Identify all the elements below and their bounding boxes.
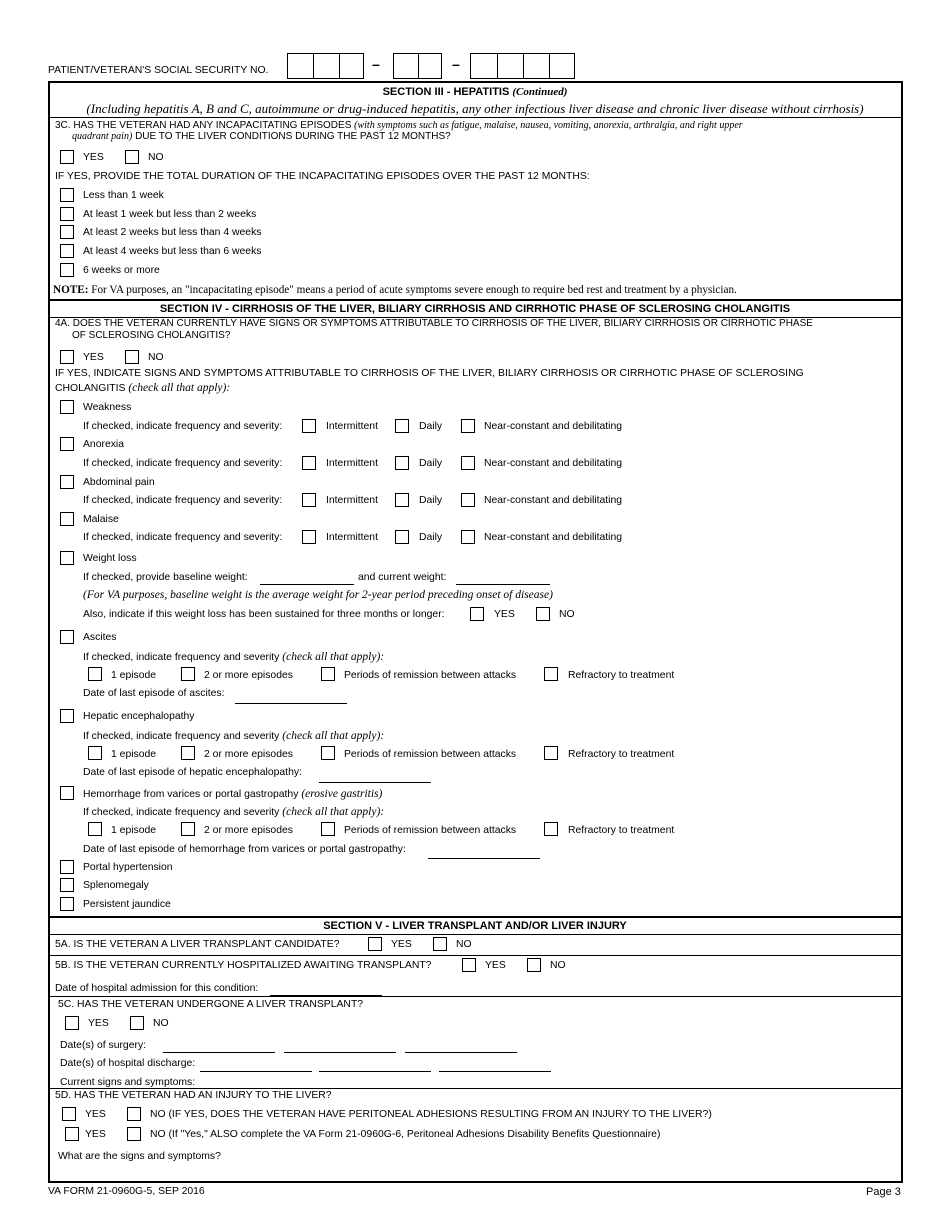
q3c-no-checkbox[interactable] (125, 150, 139, 164)
q5c-text: 5C. HAS THE VETERAN UNDERGONE A LIVER TRANSPLANT? (58, 999, 364, 1010)
other-sign-label: Portal hypertension (83, 862, 173, 873)
signs-label: What are the signs and symptoms? (58, 1151, 221, 1162)
episode-label: Periods of remission between attacks (344, 749, 517, 760)
sustained-no-label: NO (559, 609, 575, 620)
hepatic-label: Hepatic encephalopathy (83, 711, 195, 722)
splenomegaly-checkbox[interactable] (60, 878, 74, 892)
freq-constant-checkbox[interactable] (461, 419, 475, 433)
duration-label: At least 4 weeks but less than 6 weeks (83, 246, 262, 257)
page-number: Page 3 (866, 1186, 901, 1198)
current-weight-input[interactable] (456, 584, 550, 585)
anorexia-checkbox[interactable] (60, 437, 74, 451)
q5b-no-label: NO (550, 960, 566, 971)
adhesions-yes-label: YES (85, 1129, 106, 1140)
adhesions-yes-checkbox[interactable] (65, 1127, 79, 1141)
baseline-label: If checked, provide baseline weight: (83, 572, 248, 583)
baseline-note: (For VA purposes, baseline weight is the average weight for 2-year period preceding onset of disease) (83, 589, 553, 601)
freq-opt-label: Daily (419, 532, 443, 543)
episode-label: Refractory to treatment (568, 670, 675, 681)
refractory-checkbox[interactable] (544, 746, 558, 760)
q5d-no-checkbox[interactable] (127, 1107, 141, 1121)
episode-label: 1 episode (111, 825, 157, 836)
q5d-no-label: NO (IF YES, DOES THE VETERAN HAVE PERITONEAL ADHESIONS RESULTING FROM AN INJURY TO THE LIVER?) (150, 1109, 712, 1120)
ssn-dash-1: – (372, 56, 380, 72)
freq-opt-label: Intermittent (326, 458, 378, 469)
baseline-weight-input[interactable] (260, 584, 354, 585)
freq-daily-checkbox[interactable] (395, 456, 409, 470)
symptom-label: Anorexia (83, 439, 125, 450)
duration-checkbox[interactable] (60, 207, 74, 221)
episode-2-checkbox[interactable] (181, 746, 195, 760)
q3c-yes-label: YES (83, 152, 104, 163)
other-sign-label: Splenomegaly (83, 880, 149, 891)
freq-daily-checkbox[interactable] (395, 419, 409, 433)
discharge-date-input[interactable] (319, 1071, 431, 1072)
q5a-yes-checkbox[interactable] (368, 937, 382, 951)
ascites-checkbox[interactable] (60, 630, 74, 644)
duration-checkbox[interactable] (60, 188, 74, 202)
episode-label: Refractory to treatment (568, 825, 675, 836)
q5d-yes-label: YES (85, 1109, 106, 1120)
hepatic-checkbox[interactable] (60, 709, 74, 723)
episode-label: Refractory to treatment (568, 749, 675, 760)
freq-daily-checkbox[interactable] (395, 530, 409, 544)
surgery-date-input[interactable] (163, 1052, 275, 1053)
freq-intermittent-checkbox[interactable] (302, 456, 316, 470)
ascites-label: Ascites (83, 632, 117, 643)
q3c-no-label: NO (148, 152, 164, 163)
discharge-label: Date(s) of hospital discharge: (60, 1058, 196, 1069)
q5b-yes-label: YES (485, 960, 506, 971)
episode-label: 2 or more episodes (204, 670, 293, 681)
freq-opt-label: Daily (419, 458, 443, 469)
date-hemorrhage-label: Date of last episode of hemorrhage from varices or portal gastropathy: (83, 844, 406, 855)
duration-checkbox[interactable] (60, 263, 74, 277)
q5c-no-label: NO (153, 1018, 169, 1029)
freq-label: If checked, indicate frequency and severity: (83, 532, 283, 543)
q5c-yes-label: YES (88, 1018, 109, 1029)
q3c-text-2: quadrant pain) DUE TO THE LIVER CONDITIONS DURING THE PAST 12 MONTHS? (72, 131, 451, 142)
other-sign-label: Persistent jaundice (83, 899, 171, 910)
section-5-title: SECTION V - LIVER TRANSPLANT AND/OR LIVER INJURY (323, 920, 627, 932)
symptom-label: Weakness (83, 402, 132, 413)
note-text: NOTE: For VA purposes, an "incapacitating episode" means a period of acute symptoms severe enough to require bed rest and treatment by a physician. (53, 284, 737, 296)
q5a-text: 5A. IS THE VETERAN A LIVER TRANSPLANT CANDIDATE? (55, 939, 340, 950)
freq-intermittent-checkbox[interactable] (302, 419, 316, 433)
section-3-title: SECTION III - HEPATITIS (Continued) (382, 86, 568, 98)
portal-hypertension-checkbox[interactable] (60, 860, 74, 874)
episode-label: Periods of remission between attacks (344, 825, 517, 836)
q5a-no-checkbox[interactable] (433, 937, 447, 951)
freq-constant-checkbox[interactable] (461, 493, 475, 507)
symptom-label: Malaise (83, 514, 119, 525)
duration-label: At least 2 weeks but less than 4 weeks (83, 227, 262, 238)
freq-opt-label: Daily (419, 421, 443, 432)
section-4-title: SECTION IV - CIRRHOSIS OF THE LIVER, BILIARY CIRRHOSIS AND CIRRHOTIC PHASE OF SCLEROSING CHOLANGITIS (159, 303, 791, 315)
freq-intermittent-checkbox[interactable] (302, 493, 316, 507)
sustained-yes-checkbox[interactable] (470, 607, 484, 621)
freq-label: If checked, indicate frequency and severity (check all that apply): (83, 651, 385, 663)
remission-checkbox[interactable] (321, 746, 335, 760)
date-ascites-input[interactable] (235, 703, 347, 704)
malaise-checkbox[interactable] (60, 512, 74, 526)
date-hepatic-label: Date of last episode of hepatic encephalopathy: (83, 767, 302, 778)
q5b-no-checkbox[interactable] (527, 958, 541, 972)
q5b-text: 5B. IS THE VETERAN CURRENTLY HOSPITALIZED AWAITING TRANSPLANT? (55, 960, 432, 971)
weight-loss-checkbox[interactable] (60, 551, 74, 565)
section-3-subtitle: (Including hepatitis A, B and C, autoimmune or drug-induced hepatitis, any other infectious liver disease and chronic liver disease without cirrhosis) (86, 101, 864, 116)
current-weight-label: and current weight: (358, 572, 447, 583)
q5b-yes-checkbox[interactable] (462, 958, 476, 972)
freq-label: If checked, indicate frequency and severity: (83, 495, 283, 506)
discharge-date-input[interactable] (439, 1071, 551, 1072)
discharge-date-input[interactable] (200, 1071, 312, 1072)
freq-opt-label: Intermittent (326, 421, 378, 432)
episode-2-checkbox[interactable] (181, 667, 195, 681)
episode-1-checkbox[interactable] (88, 822, 102, 836)
freq-opt-label: Intermittent (326, 495, 378, 506)
freq-label: If checked, indicate frequency and severity (check all that apply): (83, 806, 385, 818)
freq-constant-checkbox[interactable] (461, 530, 475, 544)
ssn-label: PATIENT/VETERAN'S SOCIAL SECURITY NO. (48, 65, 269, 76)
freq-opt-label: Near-constant and debilitating (484, 421, 623, 432)
hemorrhage-label: Hemorrhage from varices or portal gastropathy (erosive gastritis) (83, 788, 383, 800)
q4a-no-label: NO (148, 352, 164, 363)
ssn-dash-2: – (452, 56, 460, 72)
form-number: VA FORM 21-0960G-5, SEP 2016 (48, 1186, 205, 1197)
freq-label: If checked, indicate frequency and severity: (83, 458, 283, 469)
duration-checkbox[interactable] (60, 244, 74, 258)
duration-label: At least 1 week but less than 2 weeks (83, 209, 257, 220)
surgery-date-input[interactable] (405, 1052, 517, 1053)
q5a-yes-label: YES (391, 939, 412, 950)
sustained-yes-label: YES (494, 609, 515, 620)
ssn-field-2[interactable] (393, 53, 442, 79)
episode-label: 1 episode (111, 670, 157, 681)
episode-label: 1 episode (111, 749, 157, 760)
remission-checkbox[interactable] (321, 667, 335, 681)
freq-intermittent-checkbox[interactable] (302, 530, 316, 544)
duration-label: Less than 1 week (83, 190, 164, 201)
freq-opt-label: Near-constant and debilitating (484, 532, 623, 543)
q4a-yes-checkbox[interactable] (60, 350, 74, 364)
q4a-yes-label: YES (83, 352, 104, 363)
freq-opt-label: Near-constant and debilitating (484, 458, 623, 469)
q3c-yes-checkbox[interactable] (60, 150, 74, 164)
q5c-yes-checkbox[interactable] (65, 1016, 79, 1030)
q4a-text-2: OF SCLEROSING CHOLANGITIS? (72, 330, 231, 341)
freq-constant-checkbox[interactable] (461, 456, 475, 470)
q4a-ifyes-2: CHOLANGITIS (check all that apply): (55, 382, 231, 394)
date-hepatic-input[interactable] (319, 782, 431, 783)
freq-daily-checkbox[interactable] (395, 493, 409, 507)
current-signs-label: Current signs and symptoms: (60, 1077, 196, 1088)
duration-label: 6 weeks or more (83, 265, 160, 276)
episode-label: 2 or more episodes (204, 749, 293, 760)
symptom-label: Abdominal pain (83, 477, 155, 488)
adhesions-no-checkbox[interactable] (127, 1127, 141, 1141)
ssn-field-1[interactable] (287, 53, 364, 79)
surgery-label: Date(s) of surgery: (60, 1040, 147, 1051)
freq-opt-label: Daily (419, 495, 443, 506)
q4a-ifyes: IF YES, INDICATE SIGNS AND SYMPTOMS ATTRIBUTABLE TO CIRRHOSIS OF THE LIVER, BILIARY CIRRHOSIS OR CIRRHOTIC PHASE OF SCLEROSING (55, 368, 804, 379)
q5c-no-checkbox[interactable] (130, 1016, 144, 1030)
remission-checkbox[interactable] (321, 822, 335, 836)
sustained-no-checkbox[interactable] (536, 607, 550, 621)
refractory-checkbox[interactable] (544, 667, 558, 681)
sustained-label: Also, indicate if this weight loss has been sustained for three months or longer: (83, 609, 445, 620)
q4a-text: 4A. DOES THE VETERAN CURRENTLY HAVE SIGNS OR SYMPTOMS ATTRIBUTABLE TO CIRRHOSIS OF THE LIVER, BILIARY CIRRHOSIS OR CIRRHOTIC PHASE (55, 318, 813, 329)
abdominal-pain-checkbox[interactable] (60, 475, 74, 489)
freq-opt-label: Intermittent (326, 532, 378, 543)
jaundice-checkbox[interactable] (60, 897, 74, 911)
freq-label: If checked, indicate frequency and severity: (83, 421, 283, 432)
episode-label: 2 or more episodes (204, 825, 293, 836)
episode-1-checkbox[interactable] (88, 746, 102, 760)
q5d-text: 5D. HAS THE VETERAN HAD AN INJURY TO THE LIVER? (55, 1090, 332, 1101)
freq-label: If checked, indicate frequency and severity (check all that apply): (83, 730, 385, 742)
hemorrhage-checkbox[interactable] (60, 786, 74, 800)
date-ascites-label: Date of last episode of ascites: (83, 688, 225, 699)
q3c-ifyes: IF YES, PROVIDE THE TOTAL DURATION OF THE INCAPACITATING EPISODES OVER THE PAST 12 MONTHS: (55, 171, 590, 182)
q5a-no-label: NO (456, 939, 472, 950)
episode-1-checkbox[interactable] (88, 667, 102, 681)
admission-label: Date of hospital admission for this condition: (55, 983, 259, 994)
freq-opt-label: Near-constant and debilitating (484, 495, 623, 506)
weight-loss-label: Weight loss (83, 553, 137, 564)
episode-label: Periods of remission between attacks (344, 670, 517, 681)
episode-2-checkbox[interactable] (181, 822, 195, 836)
q3c-text: 3C. HAS THE VETERAN HAD ANY INCAPACITATING EPISODES (with symptoms such as fatigue, malaise, nausea, vomiting, anorexia, arthralgia, and right upper (55, 120, 743, 131)
weakness-checkbox[interactable] (60, 400, 74, 414)
duration-checkbox[interactable] (60, 225, 74, 239)
q5d-yes-checkbox[interactable] (62, 1107, 76, 1121)
q4a-no-checkbox[interactable] (125, 350, 139, 364)
date-hemorrhage-input[interactable] (428, 858, 540, 859)
refractory-checkbox[interactable] (544, 822, 558, 836)
adhesions-no-label: NO (If "Yes," ALSO complete the VA Form 21-0960G-6, Peritoneal Adhesions Disability Benefits Questionnaire) (150, 1129, 661, 1140)
surgery-date-input[interactable] (284, 1052, 396, 1053)
ssn-field-3[interactable] (470, 53, 575, 79)
